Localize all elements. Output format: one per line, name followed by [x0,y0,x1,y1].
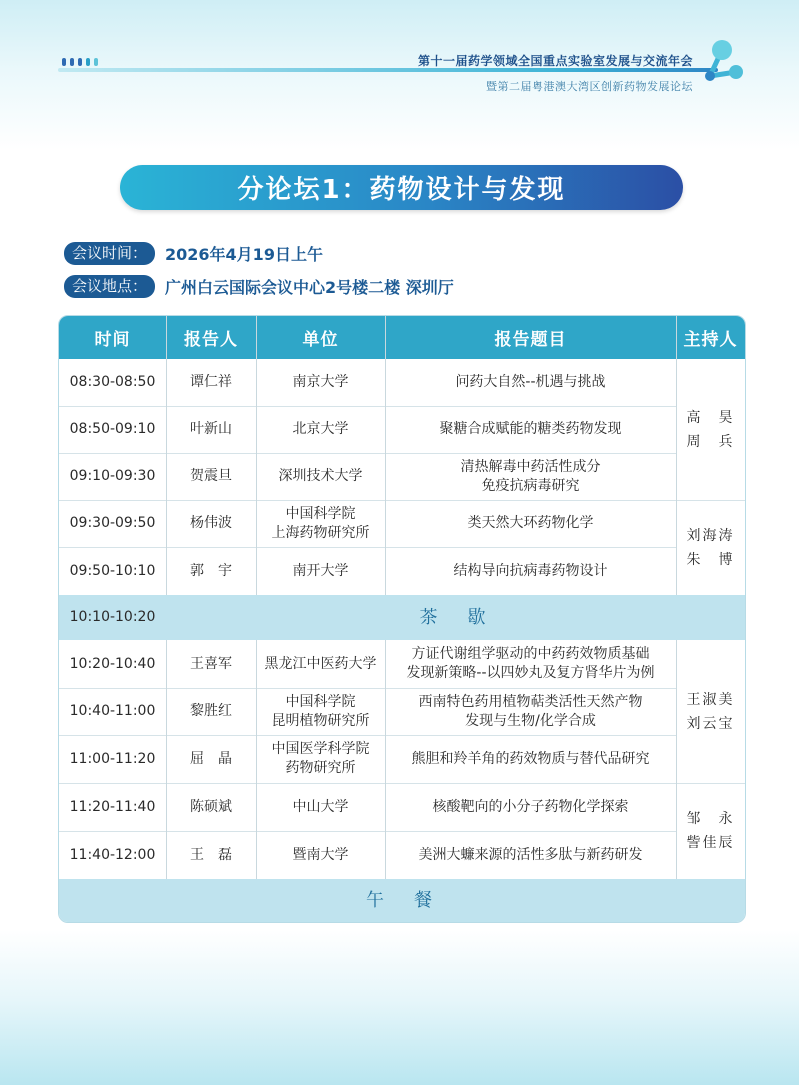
row-unit: 暨南大学 [292,846,349,863]
molecule-icon [690,36,750,96]
header-title: 报告题目 [385,316,676,359]
row-unit: 中国科学院 昆明植物研究所 [271,693,370,729]
meeting-time [64,242,323,265]
row-title: 核酸靶向的小分子药物化学探索 [432,798,629,815]
row-unit: 黑龙江中医药大学 [264,655,377,672]
row-title: 清热解毒中药活性成分 免疫抗病毒研究 [460,458,601,494]
row-unit: 中国科学院 上海药物研究所 [271,505,370,541]
row-time: 09:30-09:50 [69,515,156,531]
row-speaker: 叶新山 [190,421,232,437]
host-cell: 邹 永 訾佳辰 [686,811,735,851]
header-host: 主持人 [676,316,745,359]
row-title: 聚糖合成赋能的糖类药物发现 [439,421,622,437]
row-speaker: 杨伟波 [190,515,232,531]
schedule-table [58,315,746,923]
forum-title-banner [120,165,683,210]
conference-title: 第十一届药学领域全国重点实验室发展与交流年会 [417,54,693,68]
conference-subtitle: 暨第二届粤港澳大湾区创新药物发展论坛 [486,80,693,93]
row-time: 10:40-11:00 [69,703,156,719]
row-speaker: 王 磊 [190,846,232,863]
row-speaker: 郭 宇 [190,562,232,579]
host-cell: 王淑美 刘云宝 [686,691,735,732]
header-time: 时间 [59,316,166,359]
row-speaker: 黎胜红 [190,703,232,719]
row-title: 熊胆和羚羊角的药效物质与替代品研究 [411,750,650,767]
row-time: 11:20-11:40 [69,798,156,815]
header-dots-decoration [62,58,98,66]
row-title: 类天然大环药物化学 [467,515,594,531]
meeting-time-label: 会议时间： [64,242,155,265]
row-unit: 中山大学 [292,798,349,815]
row-title: 美洲大蠊来源的活性多肽与新药研发 [418,846,643,863]
meeting-place-label: 会议地点： [64,275,155,298]
header-speaker: 报告人 [166,316,256,359]
host-cell: 刘海涛 朱 博 [686,527,735,568]
row-speaker: 谭仁祥 [190,374,232,390]
meeting-time-value: 2026年4月19日上午 [165,245,323,264]
meeting-place-value: 广州白云国际会议中心2号楼二楼 深圳厅 [165,278,454,297]
row-unit: 南开大学 [292,562,349,579]
row-title: 西南特色药用植物萜类活性天然产物 发现与生物/化学合成 [418,693,643,729]
forum-title: 分论坛1：药物设计与发现 [237,175,566,205]
meeting-place [64,275,454,298]
lunch-label: 午 餐 [366,890,438,911]
row-unit: 深圳技术大学 [278,468,363,484]
row-time: 11:40-12:00 [69,846,156,863]
row-time: 09:50-10:10 [69,562,156,579]
host-cell: 高 昊 周 兵 [686,409,735,450]
row-title: 问药大自然--机遇与挑战 [455,374,606,390]
row-unit: 中国医学科学院 药物研究所 [271,741,370,776]
header-unit: 单位 [256,316,385,359]
row-time: 08:30-08:50 [69,374,156,390]
row-unit: 北京大学 [292,421,349,437]
tea-break-label: 茶 歇 [419,607,492,628]
row-time: 11:00-11:20 [69,750,156,767]
row-speaker: 王喜军 [190,655,232,672]
row-time: 09:10-09:30 [69,468,156,484]
row-speaker: 屈 晶 [190,750,232,767]
row-unit: 南京大学 [292,374,349,390]
row-title: 方证代谢组学驱动的中药药效物质基础 发现新策略--以四妙丸及复方肾华片为例 [406,646,655,681]
row-time: 10:20-10:40 [69,655,156,672]
row-speaker: 贺震旦 [190,468,232,484]
row-time: 08:50-09:10 [69,421,156,437]
tea-break-time: 10:10-10:20 [69,609,156,625]
row-speaker: 陈硕斌 [190,798,232,815]
row-title: 结构导向抗病毒药物设计 [453,562,608,579]
